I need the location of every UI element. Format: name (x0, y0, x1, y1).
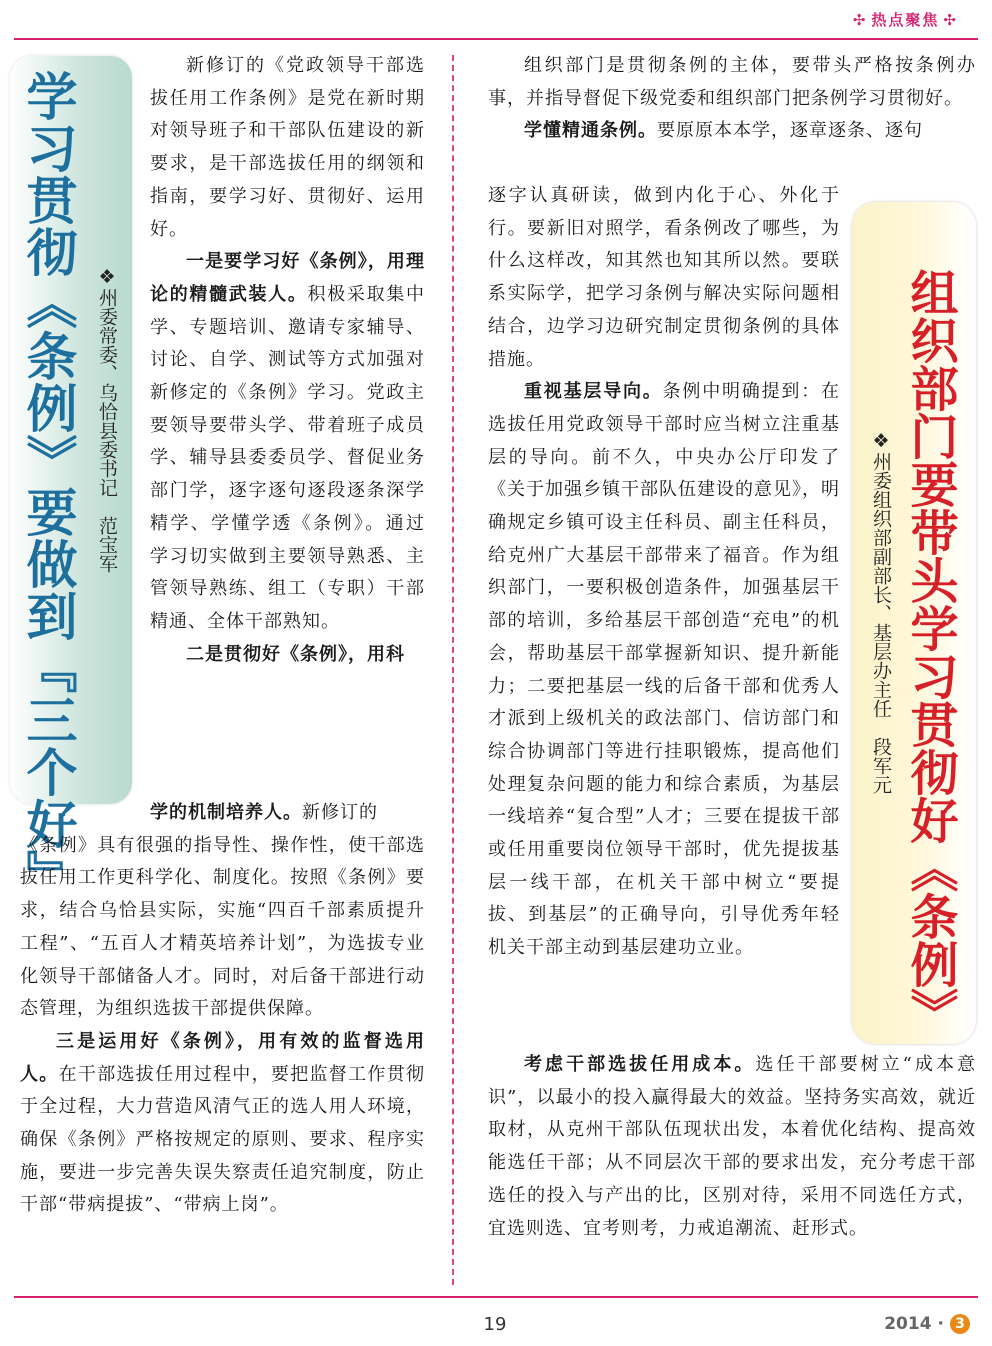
left-paragraph-2 (20, 797, 425, 830)
section-label (849, 9, 962, 30)
left-p1-body: 积极采取集中学、专题培训、邀请专家辅导、讨论、自学、测试等方式加强对新修定的《条例》学习。党政主要领导要带头学、带着班子成员学、辅导县委委员学、督促业务部门学，逐字逐句逐段逐条深学精学、学懂学透《条例》。通过学习切实做到主要领导熟悉、主管领导熟练、组工（专职）干部精通、全体干部熟知。 (150, 283, 426, 632)
right-s1-body-a: 要原原本本学，逐章逐条、逐句 (657, 120, 923, 142)
page-number: 19 (483, 1314, 507, 1335)
right-article-title: 组织部门要带头学习贯彻好《条例》 (902, 268, 958, 1036)
right-intro-paragraph: 组织部门是贯彻条例的主体，要带头严格按条例办事，并指导督促下级党委和组织部门把条例学习贯彻好。 (488, 55, 976, 109)
right-s3-body: 选任干部要树立“成本意识”，以最小的投入赢得最大的效益。坚持务实高效，就近取材，从克州干部队伍现状出发，本着优化结构、提高效能选任干部；从不同层次干部的要求出发，充分考虑干部选任的投入与产出的比，区别对待，采用不同选任方式，宜选则选、宜考则考，力戒追潮流、赶形式。 (488, 1054, 977, 1239)
left-p2-lead-a: 二是贯彻好《条例》，用科 (186, 643, 405, 665)
right-s3-lead: 考虑干部选拔任用成本。 (524, 1054, 756, 1075)
right-article-column-top (488, 50, 976, 148)
left-p3-body: 在干部选拔任用过程中，要把监督工作贯彻于全过程，大力营造风清气正的选人用人环境，确保《条例》严格按规定的原则、要求、程序实施，要进一步完善失误失察责任追究制度，防止干部“带病提拔”、“带病上岗”。 (20, 1063, 426, 1216)
bottom-rule (14, 1296, 978, 1298)
section-label-text: 热点聚焦 (871, 11, 940, 29)
left-paragraph-1 (150, 246, 425, 638)
issue-year: 2014 (884, 1314, 932, 1334)
left-paragraph-2-head (150, 639, 425, 672)
left-p2-body-a: 新修订的 (302, 802, 378, 823)
ornament-icon: ✣ (852, 11, 868, 29)
right-article-column-middle (488, 180, 840, 965)
issue-number-badge: 3 (950, 1314, 970, 1334)
right-article-byline: ❖州委组织部副部长、基层办主任 段军元 (870, 430, 892, 794)
left-article-byline: ❖州委常委、乌恰县委书记 范宝军 (96, 266, 118, 573)
left-p2-lead-b: 学的机制培养人。 (150, 802, 302, 823)
right-section-2 (488, 376, 840, 965)
left-article-column-top (150, 50, 425, 671)
right-section-1-head (488, 115, 976, 148)
issue-label (884, 1314, 970, 1334)
right-s1-body-b: 逐字认真研读，做到内化于心、外化于行。要新旧对照学，看条例改了哪些，为什么这样改，知其然也知其所以然。要联系实际学，把学习条例与解决实际问题相结合，边学习边研究制定贯彻条例的具体措施。 (488, 185, 840, 370)
left-intro-paragraph: 新修订的《党政领导干部选拔任用工作条例》是党在新时期对领导班子和干部队伍建设的新要求，是干部选拔任用的纲领和指南，要学习好、贯彻好、运用好。 (150, 55, 425, 240)
left-article-column-bottom (20, 797, 425, 1222)
column-divider (452, 55, 454, 1285)
left-article-title: 学习贯彻《条例》要做到『三个好』 (17, 70, 76, 902)
left-paragraph-2-cont (20, 830, 425, 1026)
left-p1-lead: 一是要学习好《条例》，用理论的精髓武装人。 (150, 251, 425, 305)
right-article-column-bottom (488, 1049, 976, 1245)
left-p3-lead: 三是运用好《条例》，用有效的监督选用人。 (20, 1030, 425, 1085)
ornament-icon: ✣ (943, 11, 958, 29)
left-p2-body-b: 《条例》具有很强的指导性、操作性，使干部选拔任用工作更科学化、制度化。按照《条例》要求，结合乌恰县实际，实施“四百千部素质提升工程”、“五百人才精英培养计划”，为选拔专业化领导干部储备人才。同时，对后备干部进行动态管理，为组织选拔干部提供保障。 (20, 834, 425, 1020)
right-s2-body: 条例中明确提到：在选拔任用党政领导干部时应当树立注重基层的导向。前不久，中央办公厅印发了《关于加强乡镇干部队伍建设的意见》，明确规定乡镇可设主任科员、副主任科员，给克州广大基层干部带来了福音。作为组织部门，一要积极创造条件，加强基层干部的培训，多给基层干部创造“充电”的机会，帮助基层干部掌握新知识、提升新能力；二要把基层一线的后备干部和优秀人才派到上级机关的政法部门、信访部门和综合协调部门等进行挂职锻炼，提高他们处理复杂问题的能力和综合素质，为基层一线培养“复合型”人才；三要在提拔干部或任用重要岗位领导干部时，优先提拔基层一线干部，在机关干部中树立“要提拔、到基层”的正确导向，引导优秀年轻机关干部主动到基层建功立业。 (488, 381, 841, 959)
issue-separator: · (937, 1314, 944, 1334)
top-rule (14, 38, 978, 40)
left-paragraph-3 (20, 1026, 425, 1222)
right-s2-lead: 重视基层导向。 (524, 381, 663, 403)
right-s1-lead: 学懂精通条例。 (524, 120, 657, 142)
right-section-3 (488, 1049, 976, 1245)
right-section-1-cont (488, 180, 840, 376)
